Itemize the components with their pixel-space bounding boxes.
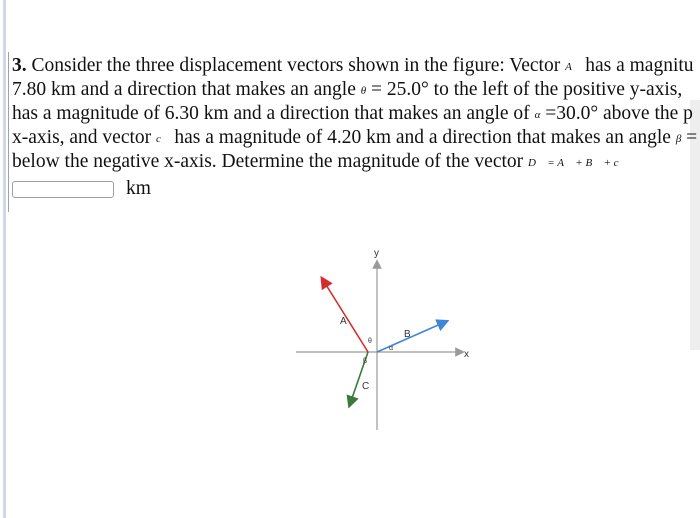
y-axis-label: y [374, 248, 379, 259]
vector-equation: D⃗ = A⃗ + B⃗ + c⃗ [528, 157, 628, 169]
vector-c-label: C [362, 381, 370, 392]
beta-symbol: β [675, 133, 682, 145]
vector-b-label: B [404, 329, 411, 340]
problem-line-4: x-axis, and vector c⃗ has a magnitude of 4.20 km and a direction that makes an angle β = [12, 127, 698, 148]
alpha-symbol: α [534, 109, 541, 121]
problem-line-2: 7.80 km and a direction that makes an angle θ = 25.0° to the left of the positive y-axis, [12, 79, 683, 100]
vector-a-label: A [340, 316, 347, 327]
problem-line-1: 3. Consider the three displacement vectors shown in the figure: Vector A⃗ has a magnitu [12, 55, 694, 76]
vector-c-symbol: c⃗ [156, 133, 170, 145]
theta-symbol: θ [360, 85, 367, 97]
beta-angle-label: β [363, 358, 368, 365]
theta-angle-label: θ [368, 338, 372, 345]
alpha-angle-label: α [389, 345, 394, 352]
problem-line-3: has a magnitude of 6.30 km and a direction that makes an angle of α =30.0° above the p [12, 103, 693, 124]
problem-line-5: below the negative x-axis. Determine the magnitude of the vector D⃗ = A⃗ + B⃗ + c⃗ [12, 151, 628, 172]
vector-b-arrow [377, 322, 445, 352]
x-axis-label: x [464, 349, 469, 360]
vector-a-symbol: A⃗ [565, 61, 581, 73]
problem-number: 3. [12, 55, 27, 76]
answer-unit: km [126, 178, 151, 199]
